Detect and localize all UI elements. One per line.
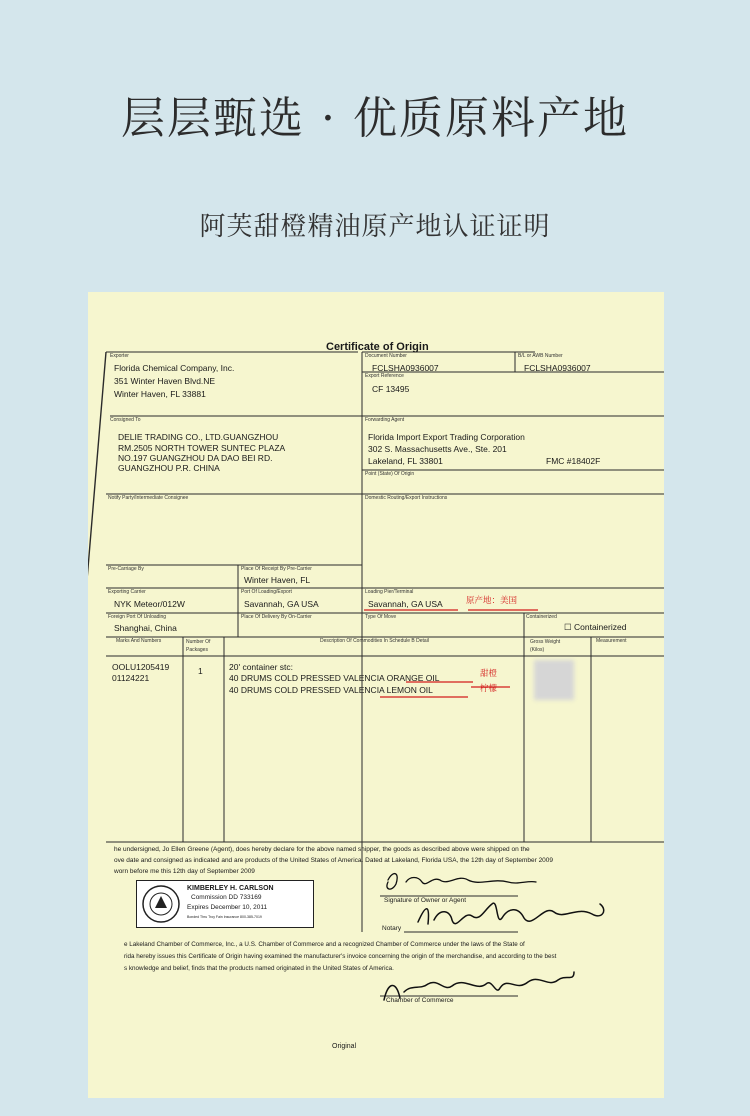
label-description: Description Of Commodities In Schedule B Detail bbox=[320, 638, 429, 644]
loading-pier-value: Savannah, GA USA bbox=[368, 599, 443, 609]
consignee-line-2: RM.2505 NORTH TOWER SUNTEC PLAZA bbox=[118, 443, 286, 453]
forwarding-agent-line-1: Florida Import Export Trading Corporation bbox=[368, 432, 525, 442]
exporter-line-3: Winter Haven, FL 33881 bbox=[114, 389, 206, 399]
containerized-checkbox: ☐ Containerized bbox=[564, 622, 627, 632]
label-measurement: Measurement bbox=[596, 638, 627, 644]
document-number-value: FCLSHA0936007 bbox=[372, 363, 439, 373]
mark-line-2: 01124221 bbox=[112, 673, 150, 683]
label-loading-pier: Loading Pier/Terminal bbox=[365, 589, 414, 595]
commodity-line-2: 40 DRUMS COLD PRESSED VALENCIA ORANGE OIL bbox=[229, 673, 440, 683]
declaration-line-1: he undersigned, Jo Ellen Greene (Agent), does hereby declare for the above named shipper, the goods as described above were shipped on the bbox=[114, 846, 530, 853]
label-document-number: Document Number bbox=[365, 353, 407, 359]
label-consigned-to: Consigned To bbox=[110, 417, 141, 423]
label-place-of-receipt: Place Of Receipt By Pre-Carrier bbox=[241, 566, 312, 572]
exporter-line-2: 351 Winter Haven Blvd.NE bbox=[114, 376, 216, 386]
label-place-of-delivery: Place Of Delivery By On-Carrier bbox=[241, 614, 312, 620]
label-notify-party: Notify Party/Intermediate Consignee bbox=[108, 495, 189, 501]
label-export-reference: Export Reference bbox=[365, 373, 404, 379]
notary-stamp-expiry: Expires December 10, 2011 bbox=[187, 904, 268, 911]
exporting-carrier-value: NYK Meteor/012W bbox=[114, 599, 185, 609]
label-notary: Notary bbox=[382, 925, 402, 932]
certificate-document bbox=[88, 292, 664, 1098]
exporter-line-1: Florida Chemical Company, Inc. bbox=[114, 363, 235, 373]
commodity-line-1: 20' container stc: bbox=[229, 662, 293, 672]
port-of-loading-value: Savannah, GA USA bbox=[244, 599, 319, 609]
chamber-text-line-3: s knowledge and belief, finds that the products named originated in the United States of America. bbox=[124, 965, 394, 972]
page-subheading: 阿芙甜橙精油原产地认证证明 bbox=[199, 212, 551, 242]
notary-stamp-bond: Bonded Thru Troy Fain Insurance 800-385-7019 bbox=[187, 915, 262, 919]
consignee-line-4: GUANGZHOU P.R. CHINA bbox=[118, 463, 220, 473]
bl-number-value: FCLSHA0936007 bbox=[524, 363, 591, 373]
forwarding-agent-line-2: 302 S. Massachusetts Ave., Ste. 201 bbox=[368, 444, 507, 454]
consignee-line-1: DELIE TRADING CO., LTD.GUANGZHOU bbox=[118, 432, 279, 442]
label-type-of-move: Type Of Move bbox=[365, 614, 397, 620]
chamber-text-line-2: rida hereby issues this Certificate of Origin having examined the manufacturer's invoice concerning the origin of the merchandise, and according to the best bbox=[124, 953, 557, 960]
orange-annotation: 甜橙 bbox=[480, 669, 498, 679]
notary-seal-icon bbox=[141, 884, 181, 924]
export-reference-value: CF 13495 bbox=[372, 384, 410, 394]
lemon-annotation: 柠檬 bbox=[480, 684, 498, 694]
gross-weight-redacted bbox=[534, 660, 574, 700]
commodity-line-3: 40 DRUMS COLD PRESSED VALENCIA LEMON OIL bbox=[229, 685, 433, 695]
label-bl-number: B/L or AWB Number bbox=[518, 353, 563, 359]
notary-stamp-name: KIMBERLEY H. CARLSON bbox=[187, 885, 274, 892]
label-foreign-port: Foreign Port Of Unloading bbox=[108, 614, 167, 620]
forwarding-agent-line-3: Lakeland, FL 33801 bbox=[368, 456, 443, 466]
chamber-text-line-1: e Lakeland Chamber of Commerce, Inc., a U.S. Chamber of Commerce and a recognized Chamber of Commerce under the laws of the State of bbox=[124, 941, 525, 948]
original-mark: Original bbox=[332, 1043, 357, 1050]
origin-annotation: 原产地：美国 bbox=[466, 596, 518, 606]
label-port-of-loading: Port Of Loading/Export bbox=[241, 589, 292, 595]
label-forwarding-agent: Forwarding Agent bbox=[365, 417, 405, 423]
certificate-title: Certificate of Origin bbox=[326, 341, 429, 353]
consignee-line-3: NO.197 GUANGZHOU DA DAO BEI RD. bbox=[118, 453, 273, 463]
label-point-of-origin: Point (State) Of Origin bbox=[365, 471, 415, 477]
label-pre-carriage: Pre-Carriage By bbox=[108, 566, 144, 572]
mark-line-1: OOLU1205419 bbox=[112, 662, 170, 672]
label-exporting-carrier: Exporting Carrier bbox=[108, 589, 146, 595]
declaration-line-3: worn before me this 12th day of September 2009 bbox=[114, 868, 255, 875]
notary-stamp-commission: Commission DD 733169 bbox=[191, 894, 262, 901]
label-exporter: Exporter bbox=[110, 353, 129, 359]
form-grid-lines bbox=[88, 292, 664, 1098]
label-number-of-packages: Number Of Packages bbox=[186, 639, 211, 653]
place-of-receipt-value: Winter Haven, FL bbox=[244, 575, 311, 585]
label-containerized: Containerized bbox=[526, 614, 557, 620]
packages-value: 1 bbox=[198, 666, 203, 676]
label-domestic-routing: Domestic Routing/Export Instructions bbox=[365, 495, 448, 501]
declaration-line-2: ove date and consigned as indicated and are products of the United States of America. Dated at Lakeland, Florida USA, the 12th day of September 2009 bbox=[114, 857, 554, 864]
label-gross-weight: Gross Weight (Kilos) bbox=[530, 639, 561, 653]
label-signature-owner: Signature of Owner or Agent bbox=[384, 897, 467, 904]
page-heading: 层层甄选 · 优质原料产地 bbox=[121, 93, 629, 144]
notary-stamp bbox=[136, 880, 314, 928]
label-marks-numbers: Marks And Numbers bbox=[116, 638, 162, 644]
fmc-number: FMC #18402F bbox=[546, 456, 601, 466]
label-chamber: Chamber of Commerce bbox=[386, 997, 454, 1004]
foreign-port-value: Shanghai, China bbox=[114, 623, 177, 633]
